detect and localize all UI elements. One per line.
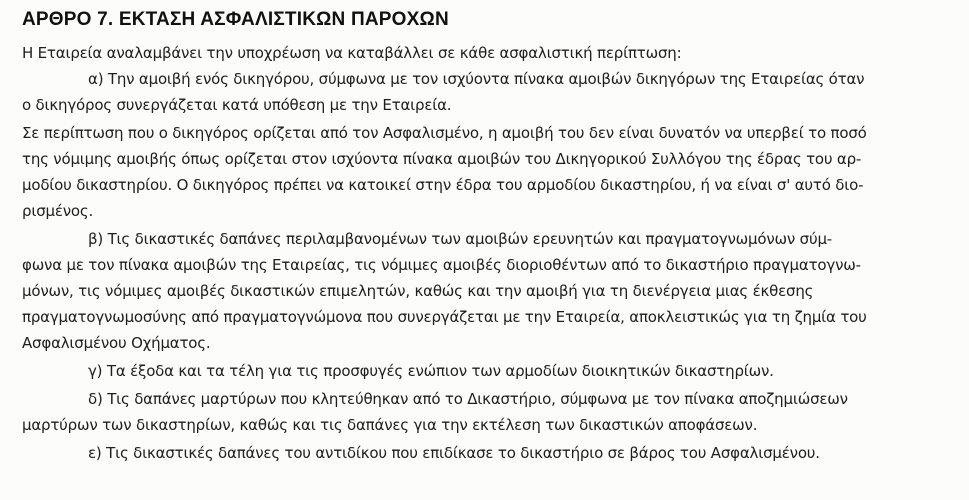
item-d-line-1: δ) Τις δαπάνες μαρτύρων που κλητεύθηκαν από το Δικαστήριο, σύμφωνα με τον πίνακα αποζημιώσεων <box>88 390 848 408</box>
item-e-line-1: ε) Τις δικαστικές δαπάνες του αντιδίκου που επιδίκασε το δικαστήριο σε βάρος του Ασφαλισμένου. <box>88 444 820 462</box>
intro-text: Η Εταιρεία αναλαμβάνει την υποχρέωση να καταβάλλει σε κάθε ασφαλιστική περίπτωση: <box>22 44 682 62</box>
article-heading: ΑΡΘΡΟ 7. ΕΚΤΑΣΗ ΑΣΦΑΛΙΣΤΙΚΩΝ ΠΑΡΟΧΩΝ <box>22 9 449 30</box>
item-a-line-1: α) Την αμοιβή ενός δικηγόρου, σύμφωνα με τον ισχύοντα πίνακα αμοιβών δικηγόρων της Εταιρείας όταν <box>88 70 865 88</box>
lawyer-paragraph-line-4: ρισμένος. <box>22 202 94 220</box>
item-b-line-1: β) Τις δικαστικές δαπάνες περιλαμβανομένων των αμοιβών ερευνητών και πραγματογνωμόνων σύμ- <box>88 230 832 248</box>
item-c-line-1: γ) Τα έξοδα και τα τέλη για τις προσφυγές ενώπιον των αρμοδίων διοικητικών δικαστηρίων. <box>88 362 774 380</box>
item-b-line-5: Ασφαλισμένου Οχήματος. <box>22 334 211 352</box>
item-b-line-4: πραγματογνωμοσύνης από πραγματογνώμονα που συνεργάζεται με την Εταιρεία, αποκλειστικώς για τη ζημία του <box>22 308 867 326</box>
item-b-line-3: μόνων, τις νόμιμες αμοιβές δικαστικών επιμελητών, καθώς και την αμοιβή για τη διενέργεια μιας έκθεσης <box>22 282 814 300</box>
lawyer-paragraph-line-3: μοδίου δικαστηρίου. Ο δικηγόρος πρέπει να κατοικεί στην έδρα του αρμοδίου δικαστηρίου, ή να είναι σ' αυτό διο- <box>22 176 864 194</box>
item-d-line-2: μαρτύρων των δικαστηρίων, καθώς και τις δαπάνες για την εκτέλεση των δικαστικών αποφάσεων. <box>22 416 758 434</box>
lawyer-paragraph-line-2: της νόμιμης αμοιβής όπως ορίζεται στον ισχύοντα πίνακα αμοιβών του Δικηγορικού Συλλόγου της έδρας του αρ- <box>22 150 862 168</box>
item-a-line-2: ο δικηγόρος συνεργάζεται κατά υπόθεση με την Εταιρεία. <box>22 96 452 114</box>
item-b-line-2: φωνα με τον πίνακα αμοιβών της Εταιρείας, τις νόμιμες αμοιβές διοριοθέντων από το δικαστήριο πραγματογνω- <box>22 256 861 274</box>
lawyer-paragraph-line-1: Σε περίπτωση που ο δικηγόρος ορίζεται από τον Ασφαλισμένο, η αμοιβή του δεν είναι δυνατόν να υπερβεί το ποσό <box>22 124 867 142</box>
